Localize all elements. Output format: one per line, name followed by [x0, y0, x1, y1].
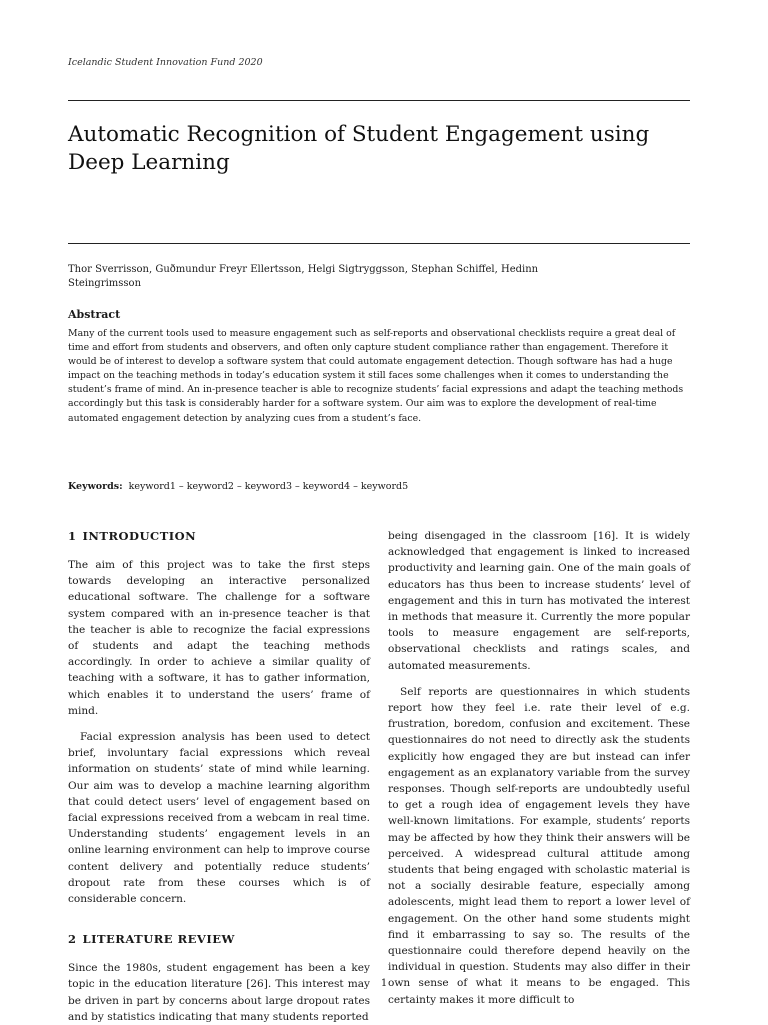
body-paragraph: being disengaged in the classroom [16]. It is widely acknowledged that engagement is linked to increased productivity and learning gain. One of the main goals of educators has thus been to increase students’ level of engagement and this in turn has motivated the interest in methods that measure it. Currently the more popular tools to measure engagement are self-reports, observational checklists and ratings scales, and automated measurements. — [388, 530, 690, 672]
body-paragraph: Self reports are questionnaires in which students report how they feel i.e. rate their level of e.g. frustration, boredom, confusion and excitement. These questionnaires do not need to directly ask the students explicitly how engaged they are but instead can infer engagement as an explanatory variable from the survey responses. Though self-reports are undoubtedly useful to get a rough idea of engagement levels they have well-known limitations. For example, students’ reports may be affected by how they think their answers will be perceived. A widespread cultural attitude among students that being engaged with scholastic material is not a socially desirable feature, especially among adolescents, might lead them to report a lower level of engagement. On the other hand some students might find it embarrassing to say so. The results of the questionnaire could therefore depend heavily on the individual in question. Students may also differ in their own sense of what it means to be engaged. This certainty makes it more difficult to — [388, 685, 690, 1006]
keywords-label: Keywords: — [68, 481, 123, 492]
author-list: Thor Sverrisson, Guðmundur Freyr Ellertsson, Helgi Sigtryggsson, Stephan Schiffel, Hedinn Steingrimsson — [68, 264, 539, 289]
running-head: Icelandic Student Innovation Fund 2020 — [68, 57, 263, 68]
body-paragraph: The aim of this project was to take the first steps towards developing an interactive personalized educational software. The challenge for a software system compared with an in-presence teacher is that the teacher is able to recognize the facial expressions of students and adapt the teaching methods accordingly. In order to achieve a similar quality of teaching with a software, it has to gather information, which enables it to understand the users’ frame of mind. — [68, 559, 370, 717]
section-title: LITERATURE REVIEW — [82, 932, 235, 947]
section-number: 1 — [68, 529, 77, 543]
abstract-text: Many of the current tools used to measure engagement such as self-reports and observational checklists require a great deal of time and effort from students and observers, and often only capture student compliance rather than engagement. Therefore it would be of interest to develop a software system that could automate engagement detection. Though software has had a huge impact on the teaching methods in today’s education system it still faces some challenges when it comes to understanding the student’s frame of mind. An in-presence teacher is able to recognize students’ facial expressions and adapt the teaching methods accordingly but this task is considerably harder for a software system. Our aim was to explore the development of real-time automated engagement detection by analyzing cues from a student’s face. — [68, 328, 684, 424]
keywords-text: keyword1 – keyword2 – keyword3 – keyword4 – keyword5 — [128, 481, 409, 492]
right-column — [388, 528, 690, 1008]
abstract-heading: Abstract — [68, 308, 121, 321]
section-title: INTRODUCTION — [82, 529, 197, 543]
section-heading-literature-review — [68, 931, 370, 947]
section-heading-introduction — [68, 528, 370, 544]
page-number: 1 — [380, 978, 388, 989]
left-column — [68, 528, 370, 1025]
top-rule — [68, 100, 690, 101]
title-bottom-rule — [68, 243, 690, 244]
body-paragraph: Facial expression analysis has been used to detect brief, involuntary facial expressions which reveal information on students’ state of mind while learning. Our aim was to develop a machine learning algorithm that could detect users’ level of engagement based on facial expressions received from a webcam in real time. Understanding students’ engagement levels in an online learning environment can help to improve course content delivery and potentially reduce students’ dropout rate from these courses which is of considerable concern. — [68, 731, 370, 906]
paper-title: Automatic Recognition of Student Engagement using Deep Learning — [68, 122, 650, 175]
section-number: 2 — [68, 932, 77, 947]
keywords-line — [68, 481, 408, 492]
body-paragraph: Since the 1980s, student engagement has been a key topic in the education literature [26]. This interest may be driven in part by concerns about large dropout rates and by statistics indicating that many students reported — [68, 962, 370, 1023]
